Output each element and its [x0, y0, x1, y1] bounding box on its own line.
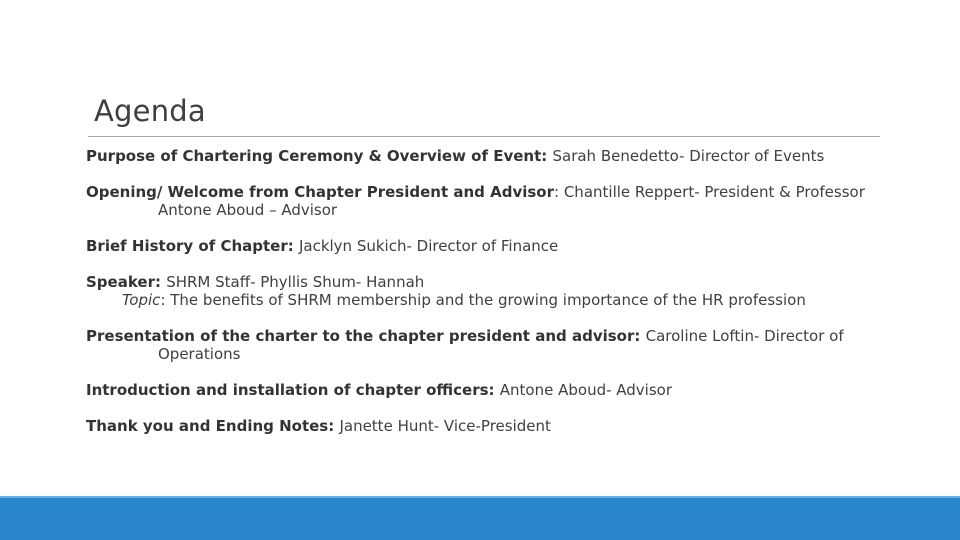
- agenda-item-installation: [86, 381, 886, 399]
- agenda-item-opening: [86, 183, 886, 219]
- topic-label: Topic: [122, 291, 161, 309]
- agenda-item-closing: [86, 417, 886, 435]
- agenda-item-label: Thank you and Ending Notes:: [86, 417, 340, 435]
- agenda-item-text: Janette Hunt- Vice-President: [339, 417, 551, 435]
- agenda-item-text: Jacklyn Sukich- Director of Finance: [298, 237, 559, 255]
- agenda-item-continuation: Antone Aboud – Advisor: [158, 201, 338, 219]
- agenda-item-purpose: [86, 147, 886, 165]
- agenda-item-continuation: Operations: [158, 345, 241, 363]
- footer-band: [0, 498, 960, 540]
- agenda-item-label: Presentation of the charter to the chapter president and advisor:: [86, 327, 646, 345]
- agenda-list: [86, 147, 886, 453]
- agenda-item-label: Opening/ Welcome from Chapter President and Advisor: [86, 183, 555, 201]
- agenda-item-text: Caroline Loftin- Director of: [645, 327, 844, 345]
- agenda-item-text: SHRM Staff- Phyllis Shum- Hannah: [166, 273, 425, 291]
- agenda-item-text: : Chantille Reppert- President & Professor: [554, 183, 865, 201]
- agenda-item-label: Brief History of Chapter:: [86, 237, 299, 255]
- agenda-item-text: Antone Aboud- Advisor: [499, 381, 673, 399]
- agenda-item-label: Speaker:: [86, 273, 167, 291]
- speaker-topic: [86, 291, 886, 309]
- title-divider: [88, 136, 880, 137]
- agenda-item-presentation: [86, 327, 886, 363]
- agenda-item-history: [86, 237, 886, 255]
- slide-title: Agenda: [94, 94, 206, 128]
- agenda-item-label: Purpose of Chartering Ceremony & Overview of Event:: [86, 147, 553, 165]
- agenda-item-label: Introduction and installation of chapter officers:: [86, 381, 500, 399]
- topic-text: : The benefits of SHRM membership and the growing importance of the HR profession: [160, 291, 806, 309]
- agenda-item-speaker: [86, 273, 886, 309]
- agenda-item-text: Sarah Benedetto- Director of Events: [552, 147, 825, 165]
